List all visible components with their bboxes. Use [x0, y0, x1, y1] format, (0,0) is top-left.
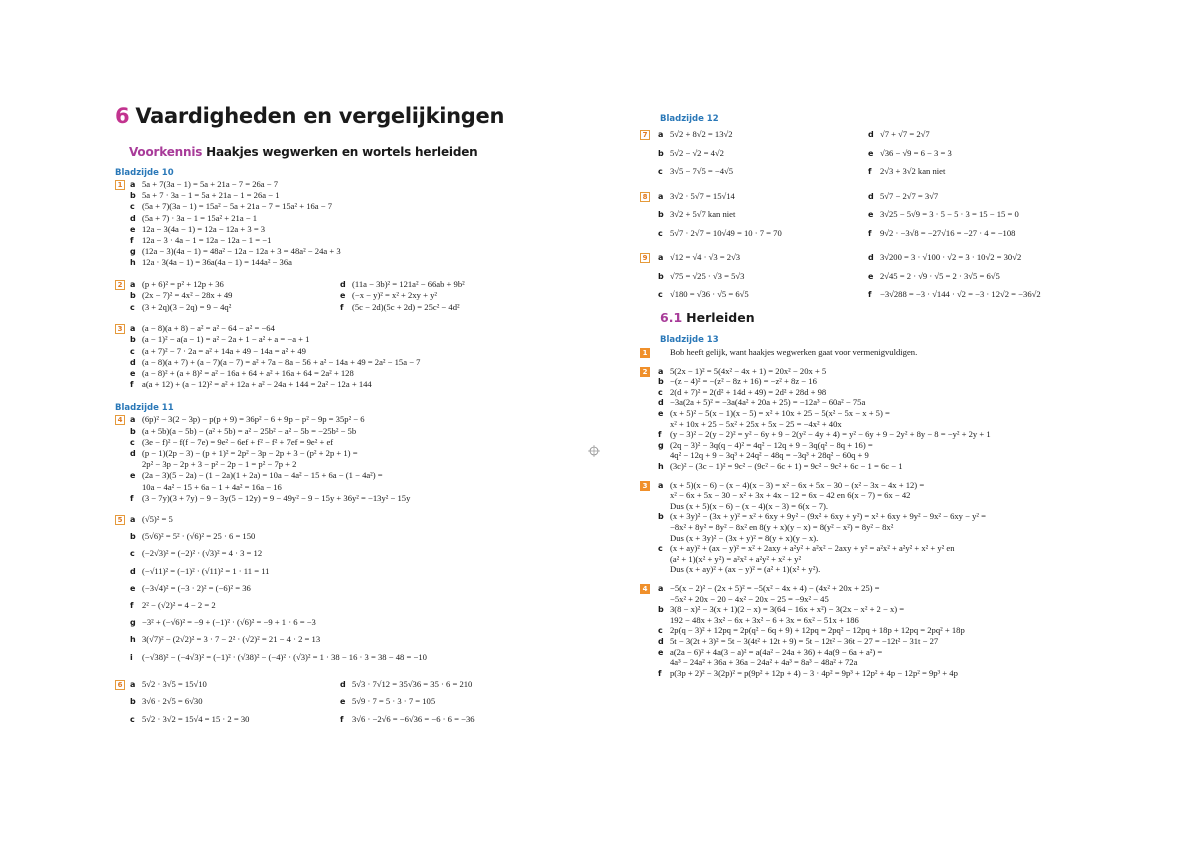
item-letter: a: [658, 584, 664, 593]
answer-line: 3√6 · 2√5 = 6√30: [142, 696, 203, 707]
item-letter: c: [658, 626, 663, 636]
crop-mark-icon: [588, 445, 600, 457]
exercise-number: 7: [640, 130, 650, 140]
answer-line: 5√3 · 7√12 = 35√36 = 35 · 6 = 210: [352, 678, 473, 689]
answer-line: (2a − 3)(5 − 2a) − (1 − 2a)(1 + 2a) = 10a − 4a² − 15 + 6a − (1 − 4a²) =: [142, 470, 383, 481]
item-letter: f: [340, 302, 344, 312]
answer-line: (3c)² − (3c − 1)² = 9c² − (9c² − 6c + 1) = 9c² − 9c² + 6c − 1 = 6c − 1: [670, 461, 903, 471]
item-letter: g: [658, 440, 664, 450]
item-letter: g: [130, 618, 136, 628]
answer-line: 5√9 · 7 = 5 · 3 · 7 = 105: [352, 696, 436, 707]
exercise-number: 4: [115, 415, 125, 425]
exercise-number: 3: [640, 481, 650, 491]
item-letter: b: [658, 148, 664, 158]
answer-line: (a − 8)² + (a + 8)² = a² − 16a + 64 + a² + 16a + 64 = 2a² + 128: [142, 367, 354, 378]
item-letter: f: [658, 430, 662, 440]
exercise-number: 3: [115, 324, 125, 334]
item-letter: e: [868, 271, 874, 281]
item-letter: a: [658, 191, 664, 201]
answer-line: (a − 8)(a + 8) − a² = a² − 64 − a² = −64: [142, 323, 275, 334]
answer-line: 12a − 3 · 4a − 1 = 12a − 12a − 1 = −1: [142, 235, 272, 245]
item-letter: h: [130, 635, 136, 645]
answer-line: (a² + 1)(x² + y²) = a²x² + a²y² + x² + y²: [670, 553, 802, 564]
item-letter: b: [658, 271, 664, 281]
answer-line: 12a − 3(4a − 1) = 12a − 12a + 3 = 3: [142, 223, 266, 234]
item-letter: a: [658, 253, 664, 262]
bladzijde-label: Bladzijde 10: [115, 168, 174, 178]
item-letter: h: [658, 462, 664, 471]
answer-line: −(z − 4)² = −(z² − 8z + 16) = −z² + 8z − 16: [670, 376, 817, 387]
item-letter: e: [340, 291, 346, 301]
answer-line: 3√2 + 5√7 kan niet: [670, 209, 736, 219]
answer-line: p(3p + 2)² − 3(2p)² = p(9p² + 12p + 4) − 3 · 4p² = 9p³ + 12p² + 4p − 12p² = 9p³ + 4p: [670, 667, 958, 678]
answer-line: √36 − √9 = 6 − 3 = 3: [880, 147, 952, 158]
item-letter: e: [340, 697, 346, 707]
answer-line: (a − 1)² − a(a − 1) = a² − 2a + 1 − a² + a = −a + 1: [142, 334, 310, 345]
item-letter: f: [130, 236, 134, 245]
answer-line: Dus (x + 5)(x − 6) − (x − 4)(x − 3) = 6(x − 7).: [670, 500, 829, 511]
item-letter: c: [130, 346, 135, 356]
section-title-text: Haakjes wegwerken en wortels herleiden: [206, 145, 478, 159]
answer-line: √12 = √4 · √3 = 2√3: [670, 252, 741, 262]
answer-line: (x + 5)(x − 6) − (x − 4)(x − 3) = x² − 6x + 5x − 30 − (x² − 3x − 4x + 12) =: [670, 479, 925, 490]
item-letter: b: [658, 377, 664, 387]
answer-line: (−2√3)² = (−2)² · (√3)² = 4 · 3 = 12: [142, 548, 263, 559]
answer-line: 2√45 = 2 · √9 · √5 = 2 · 3√5 = 6√5: [880, 270, 1000, 281]
item-letter: f: [868, 167, 872, 176]
answer-line: 5√2 − √2 = 4√2: [670, 147, 724, 158]
exercise-number: 1: [115, 180, 125, 190]
answer-line: −8x² + 8y² = 8y² − 8x² en 8(y + x)(y − x) = 8(y² − x²) = 8y² − 8x²: [670, 522, 894, 532]
answer-line: 192 − 48x + 3x² − 6x + 3x² − 6 + 3x = 6x² − 51x + 186: [670, 614, 859, 625]
answer-line: 5a + 7(3a − 1) = 5a + 21a − 7 = 26a − 7: [142, 179, 279, 189]
section-title-left: [129, 145, 478, 159]
exercise-number: 4: [640, 584, 650, 594]
answer-line: (2q − 3)² − 3q(q − 4)² = 4q² − 12q + 9 − 3q(q² − 8q + 16) =: [670, 439, 873, 450]
item-letter: h: [130, 258, 136, 268]
item-letter: e: [130, 471, 136, 481]
answer-line: 5√7 − 2√7 = 3√7: [880, 190, 939, 201]
item-letter: c: [130, 714, 135, 724]
section-title-right: [660, 310, 755, 325]
answer-line: −3² + (−√6)² = −9 + (−1)² · (√6)² = −9 + 1 · 6 = −3: [142, 617, 316, 628]
answer-line: (5√6)² = 5² · (√6)² = 25 · 6 = 150: [142, 531, 256, 542]
item-letter: e: [868, 210, 874, 219]
answer-line: (x + ay)² + (ax − y)² = x² + 2axy + a²y² + a²x² − 2axy + y² = a²x² + a²y² + x² + y² en: [670, 543, 955, 554]
item-letter: e: [130, 583, 136, 593]
item-letter: d: [868, 253, 874, 262]
answer-line: a(2a − 6)² + 4a(3 − a)² = a(4a² − 24a + 36) + 4a(9 − 6a + a²) =: [670, 646, 883, 657]
item-letter: c: [130, 549, 135, 559]
item-letter: b: [130, 191, 136, 201]
item-letter: a: [658, 130, 664, 139]
item-letter: g: [130, 247, 136, 257]
answer-line: (5c − 2d)(5c + 2d) = 25c² − 4d²: [352, 301, 460, 312]
answer-line: (2x − 7)² = 4x² − 28x + 49: [142, 290, 233, 301]
answer-line: 5√2 + 8√2 = 13√2: [670, 129, 733, 139]
item-letter: a: [658, 480, 664, 490]
answer-line: x² + 10x + 25 − 5x² + 25x + 5x − 25 = −4x² + 40x: [670, 418, 842, 429]
item-letter: d: [658, 398, 664, 408]
answer-line: 3(√7)² − (2√2)² = 3 · 7 − 2² · (√2)² = 21 − 4 · 2 = 13: [142, 634, 321, 645]
item-letter: f: [868, 228, 872, 238]
bladzijde-label: Bladzijde 12: [660, 114, 719, 124]
answer-line: −5(x − 2)² − (2x + 5)² = −5(x² − 4x + 4) − (4x² + 20x + 25) =: [670, 583, 880, 593]
answer-line: 3√5 − 7√5 = −4√5: [670, 166, 734, 176]
answer-line: 3√25 − 5√9 = 3 · 5 − 5 · 3 = 15 − 15 = 0: [880, 209, 1019, 219]
item-letter: b: [130, 532, 136, 542]
item-letter: d: [130, 448, 136, 458]
answer-line: √7 + √7 = 2√7: [880, 129, 930, 139]
exercise-number: 2: [640, 367, 650, 377]
exercise-number: 2: [115, 280, 125, 290]
exercise-number: 1: [640, 348, 650, 358]
answer-line: (a − 8)(a + 7) + (a − 7)(a − 7) = a² + 7a − 8a − 56 + a² − 14a + 49 = 2a² − 15a − 7: [142, 356, 421, 367]
exercise-number: 8: [640, 192, 650, 202]
item-letter: d: [130, 213, 136, 223]
item-letter: a: [130, 324, 136, 334]
item-letter: f: [658, 668, 662, 678]
answer-line: 5√2 · 3√5 = 15√10: [142, 678, 207, 689]
item-letter: e: [658, 647, 664, 657]
item-letter: e: [658, 409, 664, 418]
section-number: 6.1: [660, 310, 683, 325]
answer-line: 2√3 + 3√2 kan niet: [880, 166, 946, 176]
answer-line: 2p(q − 3)² + 12pq = 2p(q² − 6q + 9) + 12pq = 2pq² − 12pq + 18p + 12pq = 2pq² + 18p: [670, 625, 965, 636]
item-letter: a: [130, 679, 136, 689]
item-letter: c: [658, 290, 663, 299]
answer-line: (√5)² = 5: [142, 513, 173, 524]
answer-line: √75 = √25 · √3 = 5√3: [670, 270, 745, 281]
answer-line: 5t − 3(2t + 3)² = 5t − 3(4t² + 12t + 9) = 5t − 12t² − 36t − 27 = −12t² − 31t − 27: [670, 636, 939, 646]
answer-line: −3√288 = −3 · √144 · √2 = −3 · 12√2 = −36√2: [880, 289, 1041, 299]
item-letter: a: [130, 180, 136, 189]
answer-line: (x + 3y)² − (3x + y)² = x² + 6xy + 9y² − (9x² + 6xy + y²) = x² + 6xy + 9y² − 9x² − 6xy − y² =: [670, 511, 986, 522]
item-letter: b: [130, 426, 136, 436]
answer-line: 12a · 3(4a − 1) = 36a(4a − 1) = 144a² − 36a: [142, 257, 292, 268]
item-letter: c: [130, 302, 135, 312]
bladzijde-label: Bladzijde 11: [115, 403, 174, 414]
item-letter: a: [130, 514, 136, 524]
item-letter: a: [658, 366, 664, 376]
answer-line: 3√200 = 3 · √100 · √2 = 3 · 10√2 = 30√2: [880, 252, 1022, 262]
item-letter: d: [340, 679, 346, 689]
answer-line: Dus (x + ay)² + (ax − y)² = (a² + 1)(x² + y²).: [670, 564, 821, 575]
answer-line: (y − 3)² − 2(y − 2)² = y² − 6y + 9 − 2(y² − 4y + 4) = y² − 6y + 9 − 2y² + 8y − 8 = −y² + 2y + 1: [670, 429, 991, 440]
answer-line: 3√2 · 5√7 = 15√14: [670, 190, 735, 201]
item-letter: d: [340, 279, 346, 289]
item-letter: c: [658, 544, 663, 554]
item-letter: b: [130, 697, 136, 707]
item-letter: b: [658, 210, 664, 219]
item-letter: f: [130, 380, 134, 390]
answer-line: (3 − 7y)(3 + 7y) − 9 − 3y(5 − 12y) = 9 − 49y² − 9 − 15y + 36y² = −13y² − 15y: [142, 492, 411, 503]
answer-line: 3√6 · −2√6 = −6√36 = −6 · 6 = −36: [352, 713, 475, 724]
item-letter: b: [130, 335, 136, 345]
answer-line: 5√7 · 2√7 = 10√49 = 10 · 7 = 70: [670, 227, 782, 238]
exercise-number: 9: [640, 253, 650, 263]
answer-line: a(a + 12) + (a − 12)² = a² + 12a + a² − 24a + 144 = 2a² − 12a + 144: [142, 379, 372, 390]
item-letter: c: [658, 167, 663, 176]
section-label: Voorkennis: [129, 145, 203, 159]
item-letter: f: [340, 714, 344, 724]
answer-line: 5(2x − 1)² = 5(4x² − 4x + 1) = 20x² − 20x + 5: [670, 365, 827, 376]
answer-line: 2(d + 7)² = 2(d² + 14d + 49) = 2d² + 28d + 98: [670, 386, 827, 397]
answer-line: (11a − 3b)² = 121a² − 66ab + 9b²: [352, 278, 465, 289]
answer-line: (−√11)² = (−1)² · (√11)² = 1 · 11 = 11: [142, 565, 270, 576]
item-letter: f: [868, 290, 872, 299]
exercise-number: 5: [115, 515, 125, 525]
answer-line: 9√2 · −3√8 = −27√16 = −27 · 4 = −108: [880, 227, 1016, 238]
answer-line: √180 = √36 · √5 = 6√5: [670, 289, 749, 299]
answer-line: (a + 5b)(a − 5b) − (a² + 5b) = a² − 25b² − a² − 5b = −25b² − 5b: [142, 425, 357, 436]
item-letter: b: [658, 512, 664, 522]
answer-line: (12a − 3)(4a − 1) = 48a² − 12a − 12a + 3 = 48a² − 24a + 3: [142, 246, 341, 257]
answer-line: 5a + 7 · 3a − 1 = 5a + 21a − 1 = 26a − 1: [142, 190, 280, 201]
item-letter: c: [658, 387, 663, 397]
answer-line: 5√2 · 3√2 = 15√4 = 15 · 2 = 30: [142, 713, 250, 724]
item-letter: f: [130, 600, 134, 610]
answer-line: (3 + 2q)(3 − 2q) = 9 − 4q²: [142, 301, 232, 312]
item-letter: e: [868, 148, 874, 158]
item-letter: c: [130, 202, 135, 212]
answer-line: −3a(2a + 5)² = −3a(4a² + 20a + 25) = −12a³ − 60a² − 75a: [670, 397, 866, 408]
answer-line: (−√38)² − (−4√3)² = (−1)² · (√38)² − (−4)² · (√3)² = 1 · 38 − 16 · 3 = 38 − 48 = −10: [142, 651, 427, 662]
item-letter: f: [130, 493, 134, 503]
item-letter: e: [130, 368, 136, 378]
answer-line: −5x² + 20x − 20 − 4x² − 20x − 25 = −9x² − 45: [670, 593, 829, 604]
chapter-number: 6: [115, 104, 130, 128]
bladzijde-label: Bladzijde 13: [660, 335, 719, 345]
answer-line: 4a³ − 24a² + 36a + 36a − 24a² + 4a³ = 8a³ − 48a² + 72a: [670, 657, 858, 668]
chapter-title: [115, 104, 504, 128]
answer-line: (3e − f)² − f(f − 7e) = 9e² − 6ef + f² − f² + 7ef = 9e² + ef: [142, 436, 334, 447]
answer-line: 4q² − 12q + 9 − 3q³ + 24q² − 48q = −3q³ + 28q² − 60q + 9: [670, 450, 869, 461]
item-letter: d: [130, 357, 136, 367]
item-letter: a: [130, 279, 136, 289]
answer-line: x² − 6x + 5x − 30 − x² + 3x + 4x − 12 = 6x − 42 en 6(x − 7) = 6x − 42: [670, 490, 911, 501]
answer-line: (5a + 7)(3a − 1) = 15a² − 5a + 21a − 7 = 15a² + 16a − 7: [142, 201, 333, 212]
exercise-number: 6: [115, 680, 125, 690]
chapter-title-text: Vaardigheden en vergelijkingen: [135, 104, 505, 128]
answer-line: (−3√4)² = (−3 · 2)² = (−6)² = 36: [142, 582, 251, 593]
answer-line: (6p)² − 3(2 − 3p) − p(p + 9) = 36p² − 6 + 9p − p² − 9p = 35p² − 6: [142, 414, 365, 425]
answer-line: Bob heeft gelijk, want haakjes wegwerken gaat voor vermenigvuldigen.: [670, 347, 918, 357]
item-letter: i: [130, 652, 133, 662]
item-letter: d: [130, 566, 136, 576]
item-letter: a: [130, 415, 136, 425]
answer-line: (5a + 7) · 3a − 1 = 15a² + 21a − 1: [142, 212, 258, 223]
section-title-text: Herleiden: [686, 310, 755, 325]
item-letter: c: [658, 228, 663, 238]
item-letter: b: [130, 291, 136, 301]
item-letter: e: [130, 224, 136, 234]
item-letter: c: [130, 437, 135, 447]
answer-line: (p + 6)² = p² + 12p + 36: [142, 278, 224, 289]
answer-line: (−x − y)² = x² + 2xy + y²: [352, 290, 437, 301]
item-letter: d: [868, 130, 874, 139]
answer-line: 2p² − 3p − 2p + 3 − p² − 2p − 1 = p² − 7p + 2: [142, 459, 297, 470]
answer-line: (p − 1)(2p − 3) − (p + 1)² = 2p² − 3p − 2p + 3 − (p² + 2p + 1) =: [142, 447, 358, 458]
answer-line: 3(8 − x)² − 3(x + 1)(2 − x) = 3(64 − 16x + x²) − 3(2x − x² + 2 − x) =: [670, 604, 905, 615]
answer-line: 2² − (√2)² = 4 − 2 = 2: [142, 599, 216, 610]
item-letter: b: [658, 605, 664, 615]
answer-line: (a + 7)² − 7 · 2a = a² + 14a + 49 − 14a = a² + 49: [142, 345, 306, 356]
answer-line: (x + 5)² − 5(x − 1)(x − 5) = x² + 10x + 25 − 5(x² − 5x − x + 5) =: [670, 408, 890, 418]
item-letter: d: [658, 637, 664, 646]
answer-line: 10a − 4a² − 15 + 6a − 1 + 4a² = 16a − 16: [142, 481, 282, 492]
item-letter: d: [868, 191, 874, 201]
answer-line: Dus (x + 3y)² − (3x + y)² = 8(y + x)(y − x).: [670, 532, 819, 543]
